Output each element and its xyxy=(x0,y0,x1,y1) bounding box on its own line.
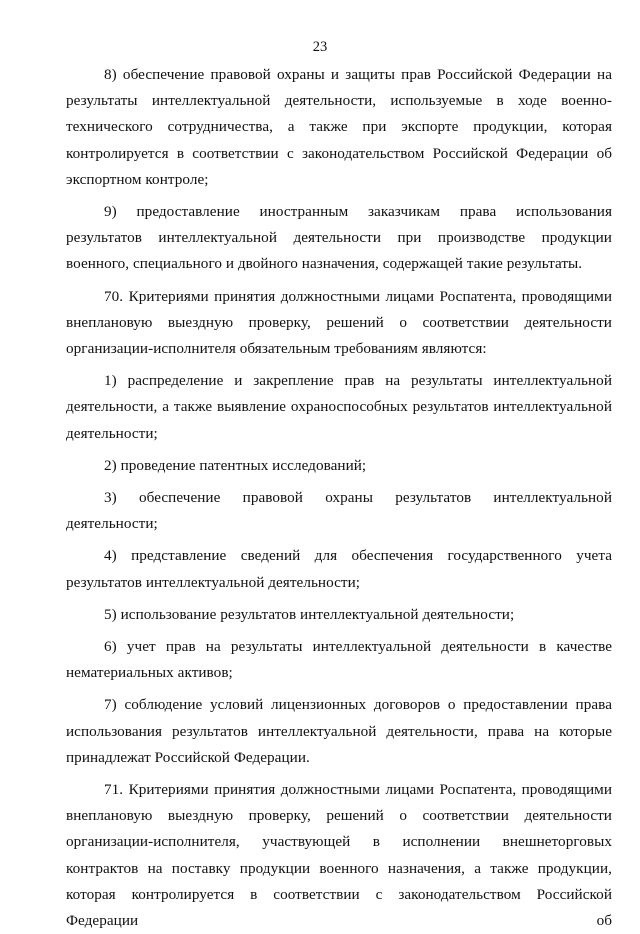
paragraph-criterion-5: 5) использование результатов интеллектуальной деятельности; xyxy=(104,605,515,623)
paragraph-clause-71: 71. Критериями принятия должностными лицами Роспатента, проводящими внеплановую выездную проверку, решений о соответствии деятельности организации-исполнителя, участвующей в исполнении внешнеторговых контрактов на поставку продукции военного назначения, а также продукции, которая контролируется в соответствии с законодательством Российской Федерации об xyxy=(66,781,612,930)
paragraph-item-8: 8) обеспечение правовой охраны и защиты прав Российской Федерации на результаты интеллектуальной деятельности, используемые в ходе военно-технического сотрудничества, а также при экспорте продукции, которая контролируется в соответствии с законодательством Российской Федерации об экспортном контроле; xyxy=(66,66,612,188)
paragraph-criterion-6: 6) учет прав на результаты интеллектуальной деятельности в качестве нематериальных активов; xyxy=(66,638,612,682)
paragraph-criterion-1: 1) распределение и закрепление прав на результаты интеллектуальной деятельности, а также выявление охраноспособных результатов интеллектуальной деятельности; xyxy=(66,372,612,442)
paragraph-criterion-2: 2) проведение патентных исследований; xyxy=(104,456,367,474)
document-body xyxy=(66,62,612,934)
paragraph-item-9: 9) предоставление иностранным заказчикам права использования результатов интеллектуальной деятельности при производстве продукции военного, специального и двойного назначения, содержащей такие результаты. xyxy=(66,203,612,273)
page-number: 23 xyxy=(312,39,328,55)
paragraph-criterion-3: 3) обеспечение правовой охраны результатов интеллектуальной деятельности; xyxy=(66,489,612,533)
paragraph-clause-70: 70. Критериями принятия должностными лицами Роспатента, проводящими внеплановую выездную проверку, решений о соответствии деятельности организации-исполнителя обязательным требованиям являются: xyxy=(66,287,612,358)
paragraph-criterion-4: 4) представление сведений для обеспечения государственного учета результатов интеллектуальной деятельности; xyxy=(66,547,612,591)
paragraph-criterion-7: 7) соблюдение условий лицензионных договоров о предоставлении права использования результатов интеллектуальной деятельности, права на которые принадлежат Российской Федерации. xyxy=(66,696,612,766)
